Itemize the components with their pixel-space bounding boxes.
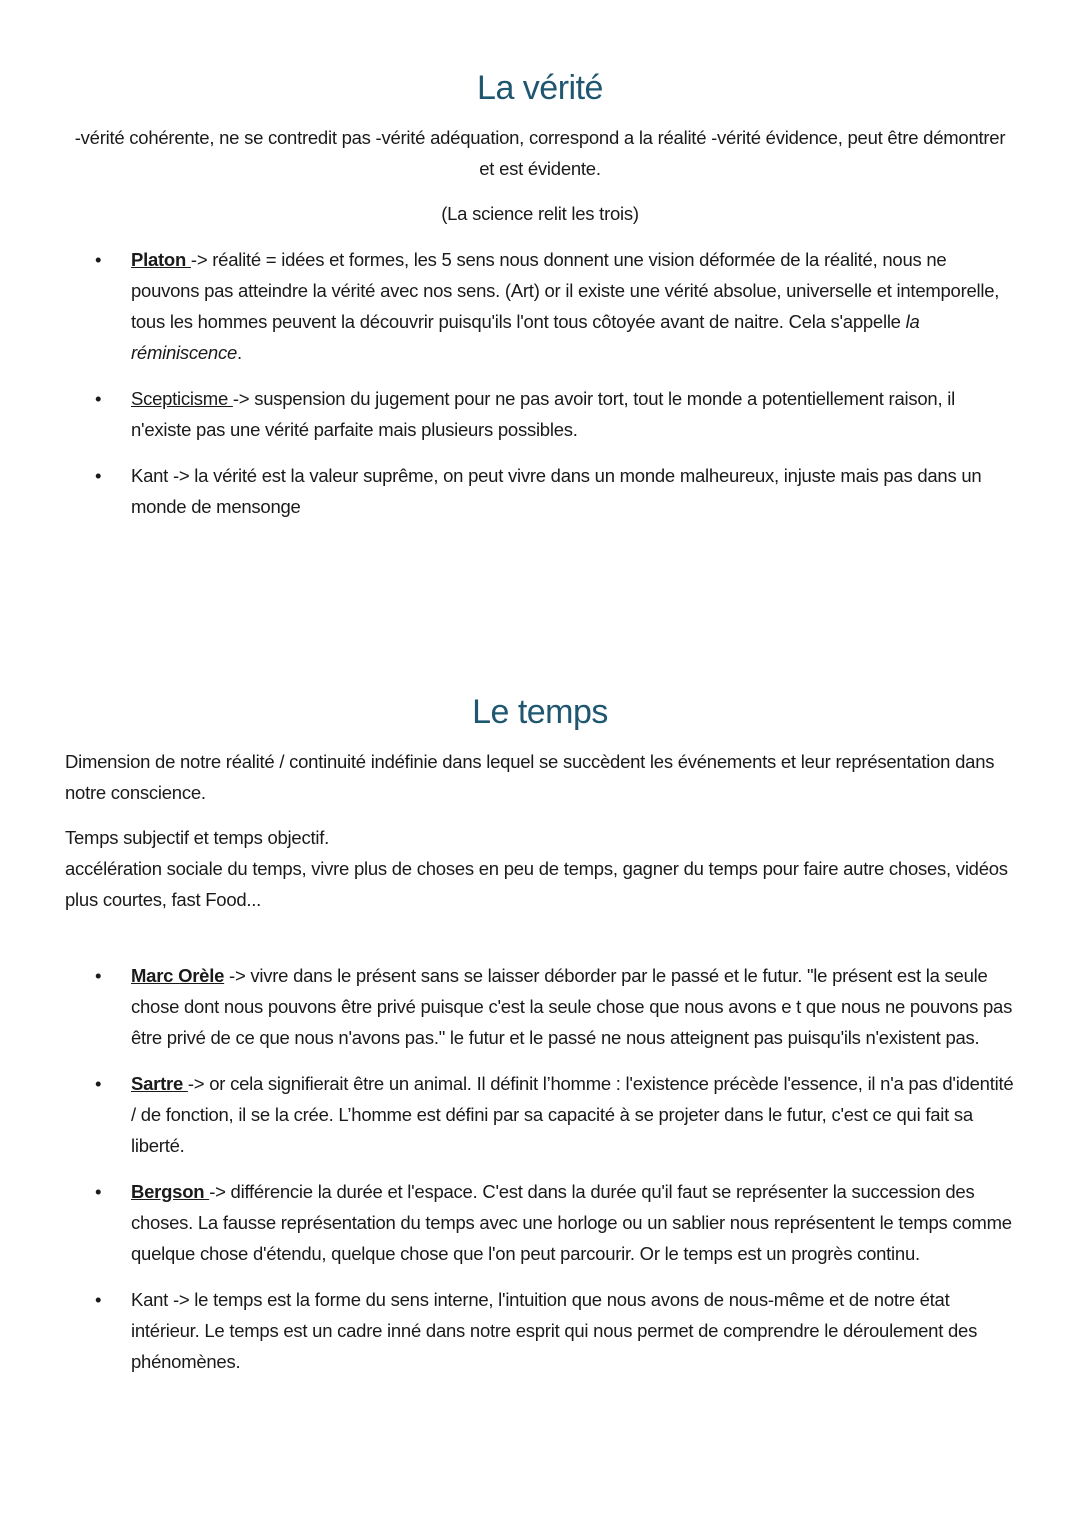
verite-note: (La science relit les trois) bbox=[441, 203, 639, 224]
temps-line1: Temps subjectif et temps objectif. bbox=[65, 827, 329, 848]
temps-line2: accélération sociale du temps, vivre plus de choses en peu de temps, gagner du temps pour faire autre choses, vidéos plus courtes, fast Food... bbox=[65, 858, 1008, 910]
philosopher-label: Platon bbox=[131, 249, 191, 270]
bullet-icon: • bbox=[95, 1181, 102, 1202]
item-text: Kant -> le temps est la forme du sens interne, l'intuition que nous avons de nous-même et de notre état intérieur. Le temps est un cadre inné dans notre esprit qui nous permet de comprendre le déroulement des phénomènes. bbox=[131, 1289, 978, 1372]
verite-intro: -vérité cohérente, ne se contredit pas -vérité adéquation, correspond a la réalité -vérité évidence, peut être démontrer et est évidente. bbox=[74, 127, 1006, 179]
philosopher-label: Scepticisme bbox=[131, 388, 233, 409]
bullet-icon: • bbox=[95, 465, 102, 486]
bullet-icon: • bbox=[95, 1289, 102, 1310]
list-item bbox=[65, 383, 1015, 445]
temps-list bbox=[65, 960, 1015, 1392]
item-text: -> or cela signifierait être un animal. Il définit l’homme : l'existence précède l'essence, il n'a pas d'identité / de fonction, il se la crée. L’homme est défini par sa capacité à se projeter dans le futur, c'est ce qui fait sa liberté. bbox=[131, 1073, 1014, 1156]
list-item bbox=[65, 460, 1015, 522]
item-text: -> suspension du jugement pour ne pas avoir tort, tout le monde a potentiellement raison, il n'existe pas une vérité parfaite mais plusieurs possibles. bbox=[131, 388, 955, 440]
item-text: -> différencie la durée et l'espace. C'est dans la durée qu'il faut se représenter la succession des choses. La fausse représentation du temps avec une horloge ou un sablier nous représentent le temps comme quelque chose d'étendu, quelque chose que l'on peut parcourir. Or le temps est un progrès continu. bbox=[131, 1181, 1012, 1264]
item-text: -> vivre dans le présent sans se laisser déborder par le passé et le futur. "le présent est la seule chose dont nous pouvons être privé puisque c'est la seule chose que nous avons e t que nous ne pouvons pas être privé de ce que nous n'avons pas." le futur et le passé ne nous atteignent pas puisqu'ils n'existent pas. bbox=[131, 965, 1013, 1048]
section-title-temps: Le temps bbox=[472, 693, 608, 731]
bullet-icon: • bbox=[95, 249, 102, 270]
item-end: . bbox=[237, 342, 242, 363]
temps-definition: Dimension de notre réalité / continuité indéfinie dans lequel se succèdent les événements et leur représentation dans notre conscience. bbox=[65, 751, 995, 803]
bullet-icon: • bbox=[95, 1073, 102, 1094]
section-title-verite: La vérité bbox=[477, 69, 603, 107]
item-italic: la réminiscence bbox=[131, 311, 920, 363]
list-item bbox=[65, 960, 1015, 1053]
bullet-icon: • bbox=[95, 965, 102, 986]
list-item bbox=[65, 244, 1015, 368]
list-item bbox=[65, 1068, 1015, 1161]
philosopher-label: Marc Orèle bbox=[131, 965, 225, 986]
philosopher-label: Bergson bbox=[131, 1181, 210, 1202]
item-text: Kant -> la vérité est la valeur suprême, on peut vivre dans un monde malheureux, injuste mais pas dans un monde de mensonge bbox=[131, 465, 982, 517]
philosopher-label: Sartre bbox=[131, 1073, 188, 1094]
bullet-icon: • bbox=[95, 388, 102, 409]
item-text: -> réalité = idées et formes, les 5 sens nous donnent une vision déformée de la réalité, nous ne pouvons pas atteindre la vérité avec nos sens. (Art) or il existe une vérité absolue, universelle et intemporelle, tous les hommes peuvent la découvrir puisqu'ils l'ont tous côtoyée avant de naitre. Cela s'appelle bbox=[131, 249, 1000, 332]
list-item bbox=[65, 1284, 1015, 1377]
verite-list bbox=[65, 244, 1015, 537]
list-item bbox=[65, 1176, 1015, 1269]
